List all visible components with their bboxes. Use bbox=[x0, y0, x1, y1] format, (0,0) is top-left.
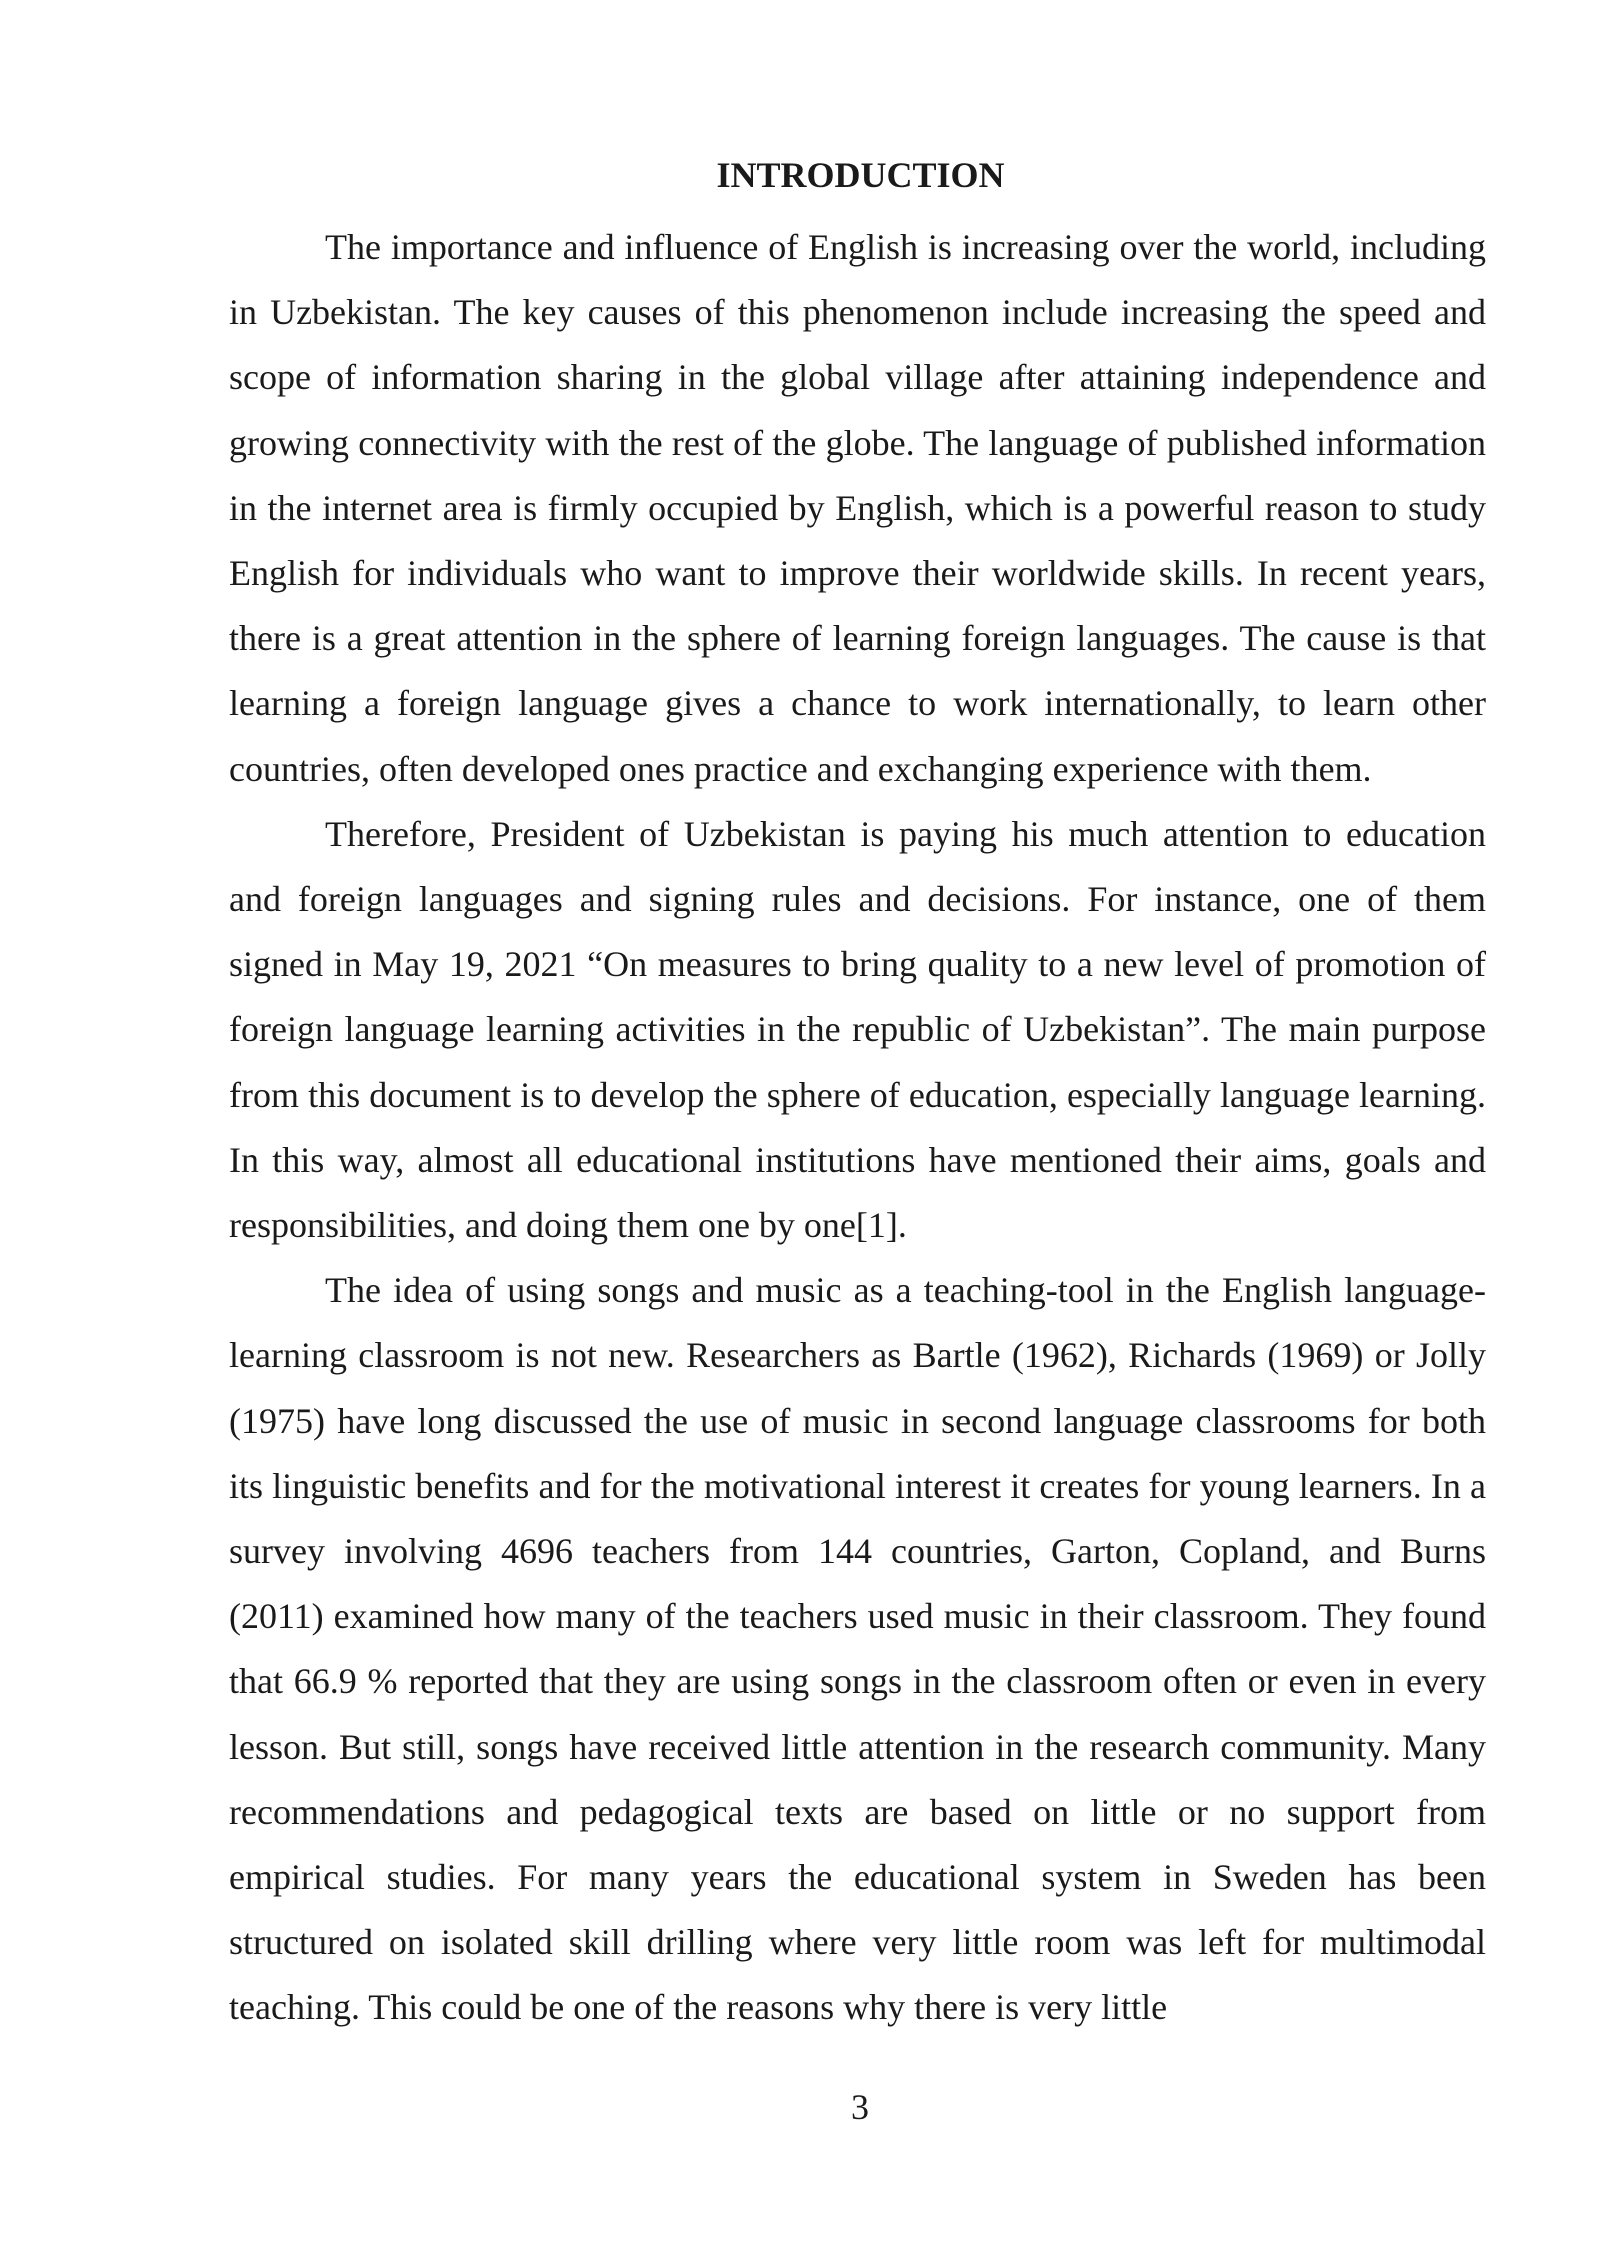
section-heading: INTRODUCTION bbox=[716, 155, 1005, 195]
body-paragraph: Therefore, President of Uzbekistan is paying his much attention to education and foreign languages and signing rules and decisions. For instance, one of them signed in May 19, 2021 “On measures to bring quality to a new level of promotion of foreign language learning activities in the republic of Uzbekistan”. The main purpose from this document is to develop the sphere of education, especially language learning. In this way, almost all educational institutions have mentioned their aims, goals and responsibilities, and doing them one by one[1]. bbox=[229, 813, 1486, 1246]
body-paragraph: The importance and influence of English is increasing over the world, including in Uzbekistan. The key causes of this phenomenon include increasing the speed and scope of information sharing in the global village after attaining independence and growing connectivity with the rest of the globe. The language of published information in the internet area is firmly occupied by English, which is a powerful reason to study English for individuals who want to improve their worldwide skills. In recent years, there is a great attention in the sphere of learning foreign languages. The cause is that learning a foreign language gives a chance to work internationally, to learn other countries, often developed ones practice and exchanging experience with them. bbox=[229, 227, 1486, 789]
body-paragraph: The idea of using songs and music as a teaching-tool in the English language-learning classroom is not new. Researchers as Bartle (1962), Richards (1969) or Jolly (1975) have long discussed the use of music in second language classrooms for both its linguistic benefits and for the motivational interest it creates for young learners. In a survey involving 4696 teachers from 144 countries, Garton, Copland, and Burns (2011) examined how many of the teachers used music in their classroom. They found that 66.9 % reported that they are using songs in the classroom often or even in every lesson. But still, songs have received little attention in the research community. Many recommendations and pedagogical texts are based on little or no support from empirical studies. For many years the educational system in Sweden has been structured on isolated skill drilling where very little room was left for multimodal teaching. This could be one of the reasons why there is very little bbox=[229, 1270, 1486, 2028]
document-page bbox=[229, 150, 1486, 2041]
page-number: 3 bbox=[851, 2087, 869, 2127]
